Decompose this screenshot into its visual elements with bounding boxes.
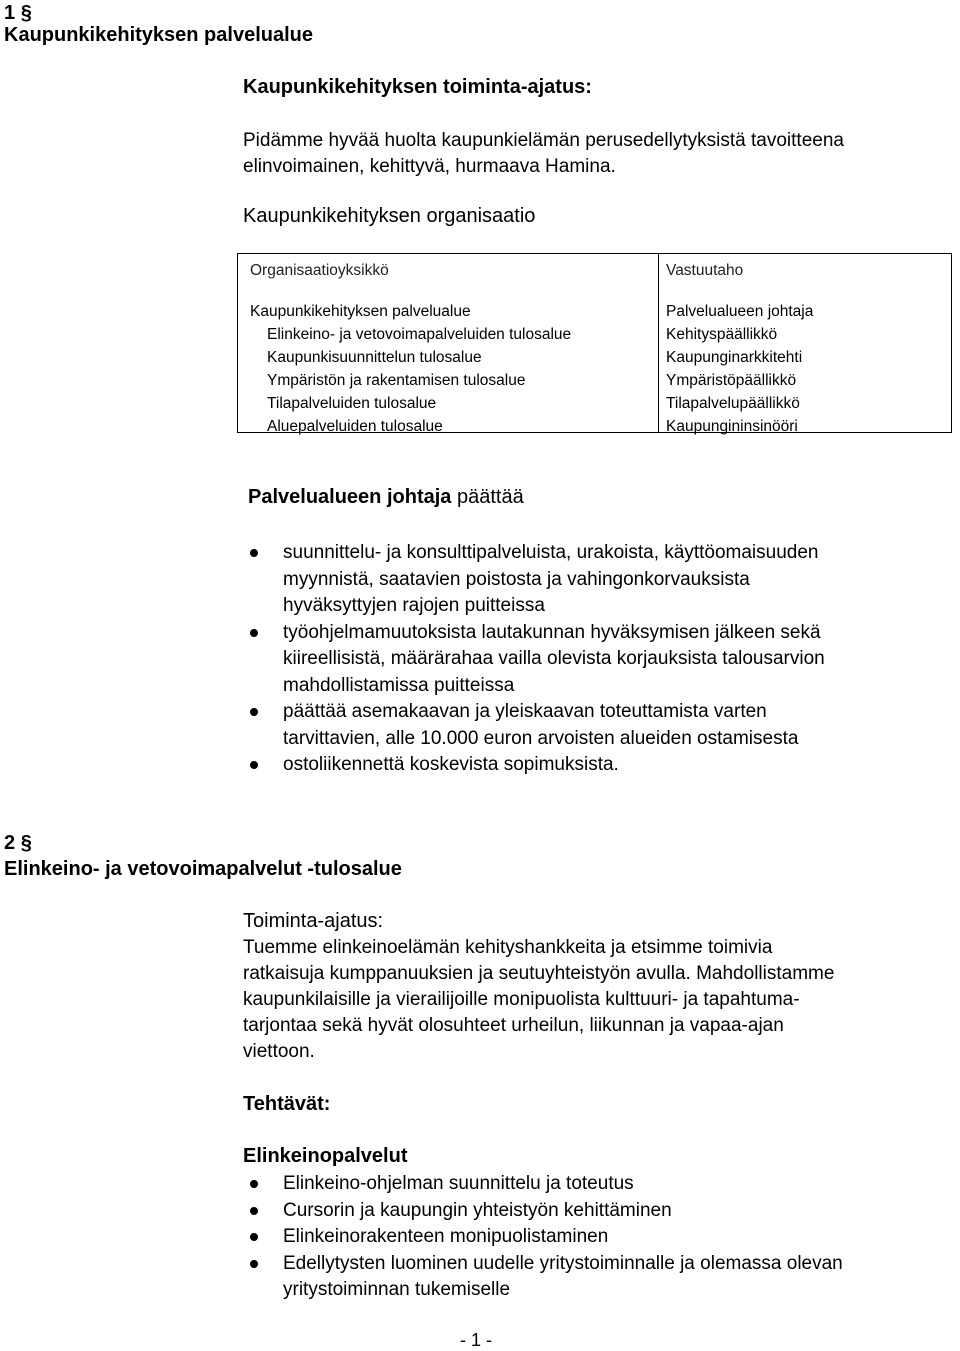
mission-line: Pidämme hyvää huolta kaupunkielämän perusedellytyksistä tavoitteena — [243, 130, 844, 151]
list-item — [245, 1198, 955, 1225]
section-2-number — [4, 832, 32, 855]
list-item-line: tarvittavien, alle 10.000 euron arvoisten alueiden ostamisesta — [283, 727, 799, 749]
org-unit: Tilapalveluiden tulosalue — [267, 395, 437, 412]
org-responsible: Kaupungininsinööri — [666, 418, 798, 435]
mission-line: tarjontaa sekä hyvät olosuhteet urheilun, liikunnan ja vapaa-ajan — [243, 1015, 784, 1036]
section-2-mission-text — [243, 935, 958, 1065]
section-number-text: 2 — [4, 832, 16, 854]
org-unit: Elinkeino- ja vetovoimapalveluiden tulosalue — [267, 326, 572, 343]
list-item-line: myynnistä, saatavien poistosta ja vahingonkorvauksista — [283, 568, 750, 590]
decides-heading-bold: Palvelualueen johtaja — [248, 486, 452, 508]
column-header: Organisaatioyksikkö — [250, 262, 389, 279]
org-table — [237, 253, 952, 433]
org-responsible: Kaupunginarkkitehti — [666, 349, 803, 366]
section-number-text: 1 — [4, 2, 16, 24]
org-responsible: Ympäristöpäällikkö — [666, 372, 797, 389]
list-item-line: Elinkeinorakenteen monipuolistaminen — [283, 1226, 609, 1247]
org-responsible: Palvelualueen johtaja — [666, 303, 814, 320]
org-unit: Ympäristön ja rakentamisen tulosalue — [267, 372, 526, 389]
list-item-line: hyväksyttyjen rajojen puitteissa — [283, 595, 545, 616]
paragraph-sign: § — [20, 832, 32, 854]
org-units-column — [238, 254, 659, 435]
list-item-line: Cursorin ja kaupungin yhteistyön kehittäminen — [283, 1199, 672, 1221]
section-1-number — [4, 2, 32, 25]
list-item — [245, 1251, 955, 1304]
list-item — [245, 1171, 955, 1198]
section-2-title: Elinkeino- ja vetovoimapalvelut -tulosalue — [4, 858, 402, 880]
section-1-title: Kaupunkikehityksen palvelualue — [4, 24, 313, 46]
list-item-line: suunnittelu- ja konsulttipalveluista, urakoista, käyttöomaisuuden — [283, 542, 819, 563]
mission-line: viettoon. — [243, 1041, 315, 1062]
org-heading: Kaupunkikehityksen organisaatio — [243, 205, 536, 227]
list-item — [245, 540, 955, 620]
org-unit: Aluepalveluiden tulosalue — [267, 418, 443, 435]
list-item-line: Edellytysten luominen uudelle yritystoiminnalle ja olemassa olevan — [283, 1252, 843, 1274]
list-item-line: päättää asemakaavan ja yleiskaavan toteuttamista varten — [283, 701, 767, 722]
mission-heading: Kaupunkikehityksen toiminta-ajatus: — [243, 76, 592, 98]
sub-heading: Elinkeinopalvelut — [243, 1145, 408, 1167]
column-header: Vastuutaho — [666, 262, 744, 279]
mission-line: ratkaisuja kumppanuuksien ja seutuyhteistyön avulla. Mahdollistamme — [243, 963, 835, 984]
list-item-line: yritystoiminnan tukemiselle — [283, 1279, 511, 1300]
tasks-list — [245, 1171, 955, 1304]
mission-text — [243, 128, 958, 180]
list-item-line: mahdollistamissa puitteissa — [283, 674, 515, 696]
list-item — [245, 620, 955, 700]
mission-line: Tuemme elinkeinoelämän kehityshankkeita ja etsimme toimivia — [243, 937, 773, 958]
mission-line: elinvoimainen, kehittyvä, hurmaava Hamina. — [243, 156, 616, 177]
org-unit: Kaupunkisuunnittelun tulosalue — [267, 349, 482, 366]
page-number: - 1 - — [460, 1330, 493, 1350]
paragraph-sign: § — [20, 2, 32, 24]
list-item — [245, 752, 955, 779]
section-2-mission-heading: Toiminta-ajatus: — [243, 910, 384, 932]
list-item-line: työohjelmamuutoksista lautakunnan hyväksymisen jälkeen sekä — [283, 621, 821, 643]
org-unit: Kaupunkikehityksen palvelualue — [250, 303, 471, 320]
list-item-line: ostoliikennettä koskevista sopimuksista. — [283, 754, 619, 775]
org-responsible: Tilapalvelupäällikkö — [666, 395, 800, 412]
decides-heading-rest: päättää — [451, 486, 524, 508]
org-responsible-column — [658, 254, 951, 435]
tasks-heading: Tehtävät: — [243, 1093, 331, 1115]
list-item — [245, 1224, 955, 1251]
decides-heading — [248, 486, 524, 509]
org-responsible: Kehityspäällikkö — [666, 326, 778, 343]
list-item-line: kiireellisistä, määrärahaa vailla olevista korjauksista talousarvion — [283, 648, 825, 669]
decides-list — [245, 540, 955, 779]
mission-line: kaupunkilaisille ja vierailijoille monipuolista kulttuuri- ja tapahtuma- — [243, 989, 800, 1010]
list-item — [245, 699, 955, 752]
list-item-line: Elinkeino-ohjelman suunnittelu ja toteutus — [283, 1173, 634, 1194]
